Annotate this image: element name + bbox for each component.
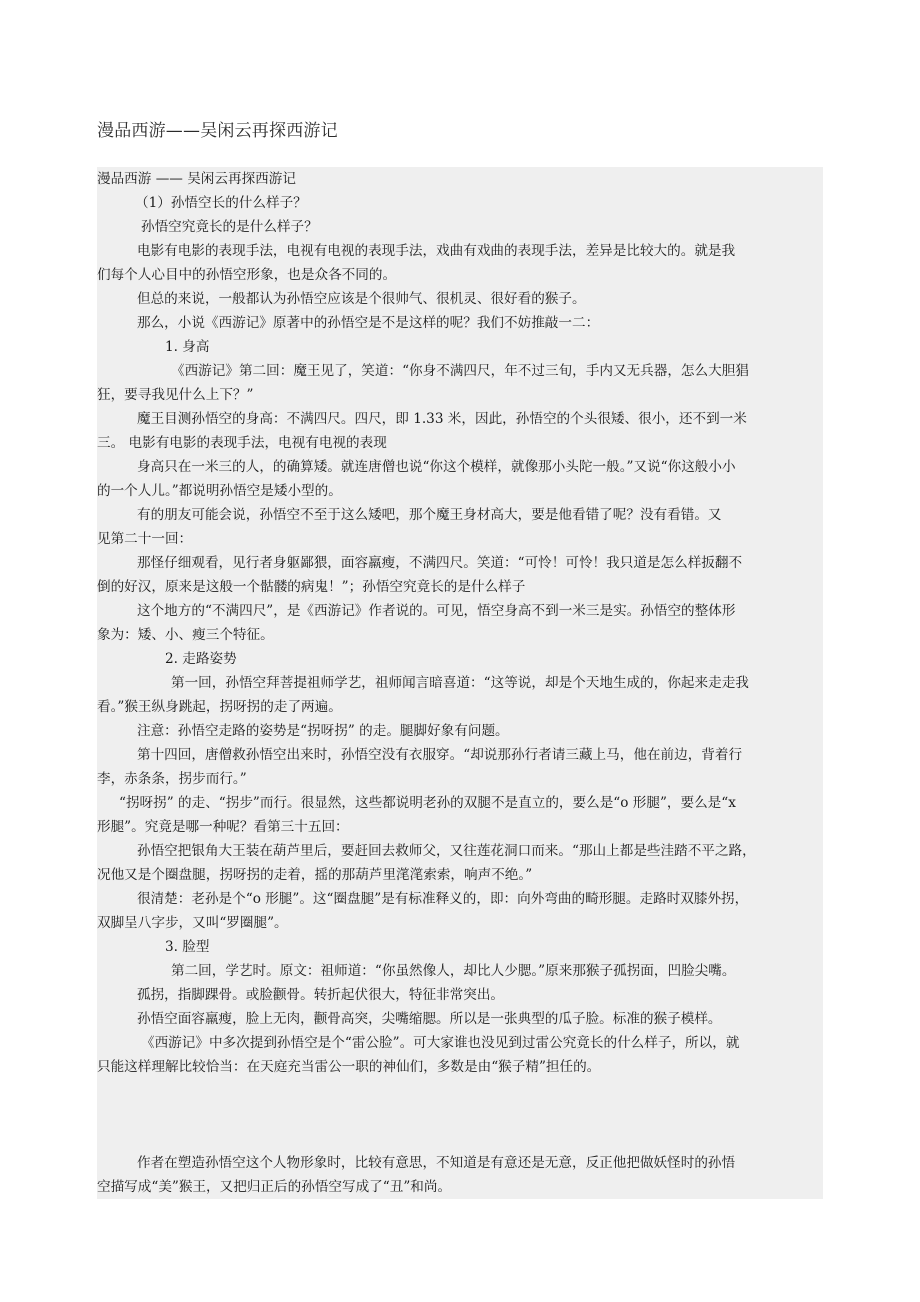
text-line: （1）孙悟空长的什么样子？ [135, 195, 307, 211]
text-line: 倒的好汉，原来是这般一个骷髅的病鬼！”；孙悟空究竟长的是什么样子 [97, 579, 526, 595]
text-line: 形腿”。究竟是哪一种呢？看第三十五回： [97, 819, 349, 835]
text-line: “拐呀拐” 的走、“拐步”而行。很显然，这些都说明老孙的双腿不是直立的，要么是“o 形腿”，要么是“x [119, 795, 736, 811]
text-line: 们每个人心目中的孙悟空形象，也是众各不同的。 [97, 267, 397, 283]
text-line: 但总的来说，一般都认为孙悟空应该是个很帅气、很机灵、很好看的猴子。 [137, 291, 586, 307]
text-line: 孙悟空面容羸瘦，脸上无肉，颧骨高突，尖嘴缩腮。所以是一张典型的瓜子脸。标准的猴子模样。 [137, 1011, 722, 1027]
text-line: 《西游记》第二回：魔王见了，笑道：“你身不满四尺，年不过三旬，手内又无兵器，怎么大胆猖 [171, 363, 749, 379]
page-title: 漫品西游——吴闲云再探西游记 [97, 121, 338, 141]
text-line: 狂，要寻我见什么上下？” [97, 387, 254, 403]
text-line: 身高只在一米三的人，的确算矮。就连唐僧也说“你这个模样，就像那小头陀一般。”又说“你这般小小 [137, 459, 736, 475]
text-line: 3. 脸型 [165, 939, 210, 955]
text-line: 那怪仔细观看，见行者身躯鄙猥，面容羸瘦，不满四尺。笑道：“可怜！可怜！我只道是怎么样扳翻不 [137, 555, 743, 571]
text-line: 第二回，学艺时。原文：祖师道：“你虽然像人，却比人少腮。”原来那猴子孤拐面，凹脸尖嘴。 [171, 963, 736, 979]
text-line: 很清楚：老孙是个“o 形腿”。这“圈盘腿”是有标准释义的，即：向外弯曲的畸形腿。走路时双膝外拐， [137, 891, 749, 907]
text-line: 《西游记》中多次提到孙悟空是个“雷公脸”。可大家谁也没见到过雷公究竟长的什么样子，所以，就 [141, 1035, 740, 1051]
article-body [97, 167, 823, 1199]
text-line [97, 1079, 823, 1103]
text-line: 孙悟空究竟长的是什么样子？ [141, 219, 318, 235]
text-line: 双脚呈八字步，又叫“罗圈腿”。 [97, 915, 288, 931]
text-line: 第一回，孙悟空拜菩提祖师学艺，祖师闻言暗喜道：“这等说，却是个天地生成的，你起来走走我 [171, 675, 749, 691]
text-line: 孤拐，指脚踝骨。或脸颧骨。转折起伏很大，特征非常突出。 [137, 987, 505, 1003]
text-line: 这个地方的“不满四尺”，是《西游记》作者说的。可见，悟空身高不到一米三是实。孙悟空的整体形 [137, 603, 736, 619]
text-line: 有的朋友可能会说，孙悟空不至于这么矮吧，那个魔王身材高大，要是他看错了呢？没有看错。又 [137, 507, 722, 523]
text-line: 那么，小说《西游记》原著中的孙悟空是不是这样的呢？我们不妨推敲一二： [137, 315, 600, 331]
text-line: 2. 走路姿势 [165, 651, 237, 667]
text-line: 作者在塑造孙悟空这个人物形象时，比较有意思，不知道是有意还是无意，反正他把做妖怪时的孙悟 [137, 1155, 736, 1171]
text-line: 的一个人儿。”都说明孙悟空是矮小型的。 [97, 483, 342, 499]
text-line: 注意：孙悟空走路的姿势是“拐呀拐” 的走。腿脚好象有问题。 [137, 723, 509, 739]
text-line: 漫品西游 —— 吴闲云再探西游记 [97, 171, 296, 187]
text-line: 孙悟空把银角大王装在葫芦里后，要赶回去救师父，又往莲花洞口而来。“那山上都是些洼踏不平之路， [137, 843, 756, 859]
text-line: 空描写成“美”猴王，又把归正后的孙悟空写成了“丑”和尚。 [97, 1179, 452, 1195]
text-line: 李，赤条条，拐步而行。” [97, 771, 247, 787]
text-line: 电影有电影的表现手法，电视有电视的表现手法，戏曲有戏曲的表现手法，差异是比较大的。就是我 [137, 243, 736, 259]
text-line: 魔王目测孙悟空的身高：不满四尺。四尺，即 1.33 米，因此，孙悟空的个头很矮、很小，还不到一米 [137, 411, 747, 427]
text-line: 1. 身高 [165, 339, 210, 355]
text-line: 只能这样理解比较恰当：在天庭充当雷公一职的神仙们，多数是由“猴子精”担任的。 [97, 1059, 601, 1075]
text-line [97, 1103, 823, 1127]
text-line: 见第二十一回： [97, 531, 193, 547]
text-line: 象为：矮、小、瘦三个特征。 [97, 627, 274, 643]
text-line: 况他又是个圈盘腿，拐呀拐的走着，摇的那葫芦里滗滗索索，响声不绝。” [97, 867, 533, 883]
text-line: 第十四回，唐僧救孙悟空出来时，孙悟空没有衣服穿。“却说那孙行者请三藏上马，他在前边，背着行 [137, 747, 743, 763]
text-line [97, 1127, 823, 1151]
text-line: 看。”猴王纵身跳起，拐呀拐的走了两遍。 [97, 699, 342, 715]
text-line: 三。 电影有电影的表现手法，电视有电视的表现 [97, 435, 387, 451]
